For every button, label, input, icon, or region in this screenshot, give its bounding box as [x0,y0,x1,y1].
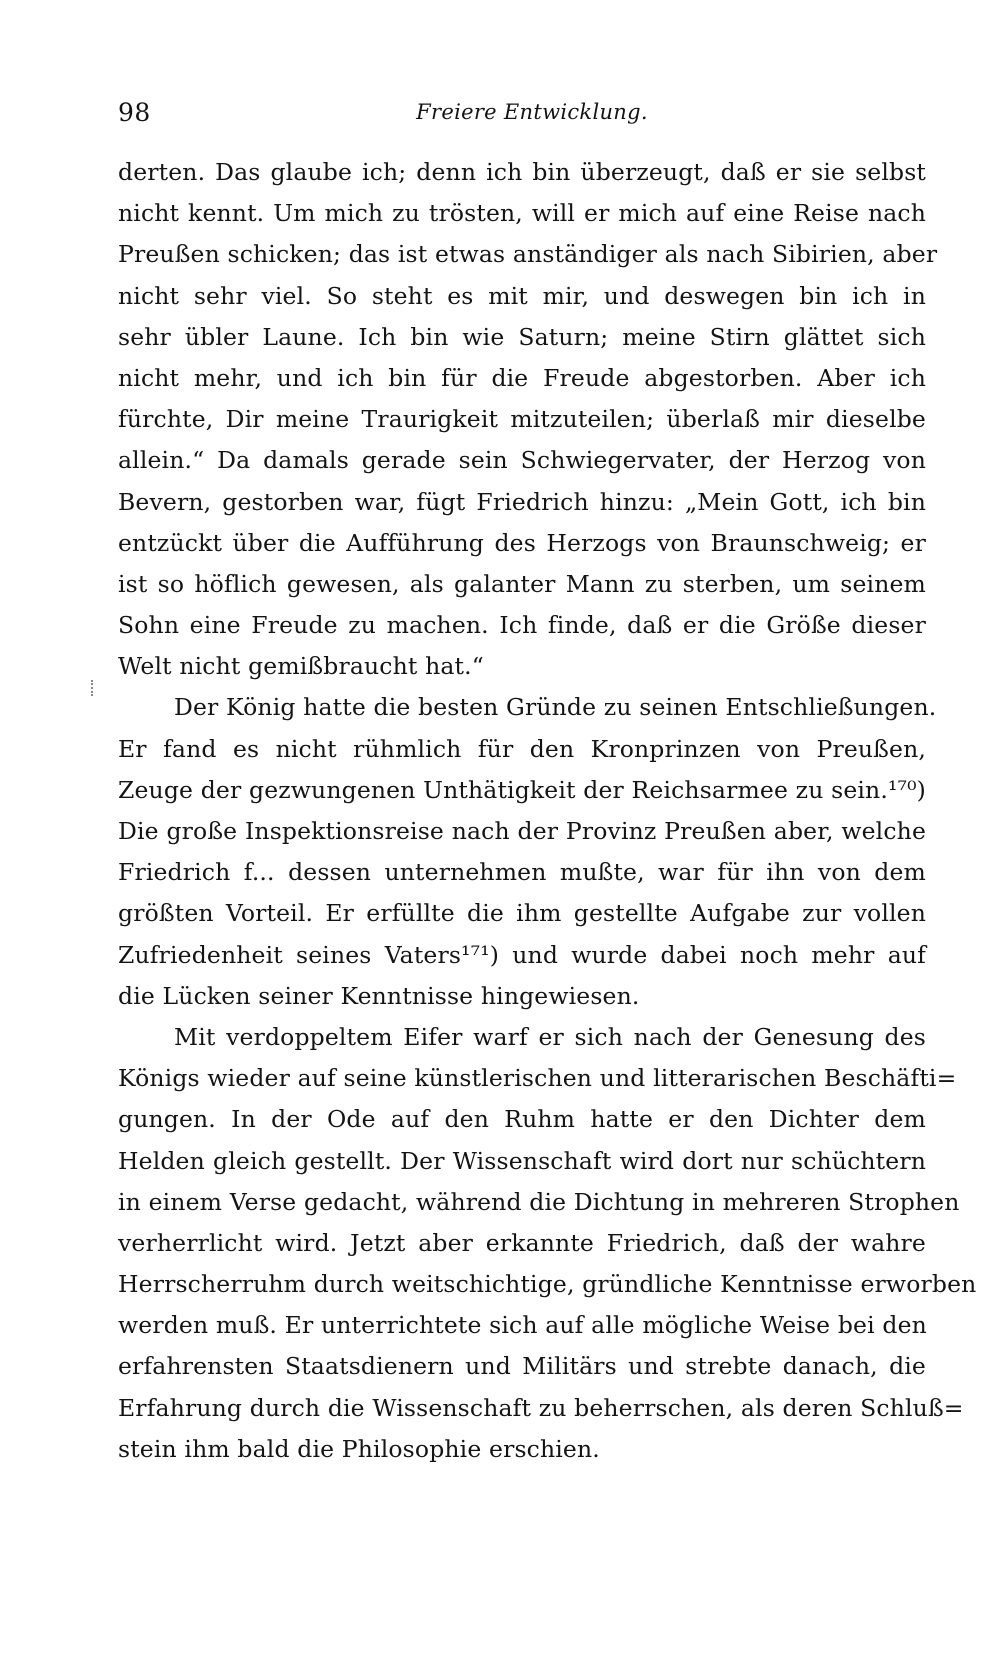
text-line: die Lücken seiner Kenntnisse hingewiesen. [118,981,640,1010]
text-line: gungen. In der Ode auf den Ruhm hatte er den Dichter dem [118,1105,926,1134]
text-line: in einem Verse gedacht, während die Dichtung in mehreren Strophen [118,1187,960,1216]
text-line: Mit verdoppeltem Eifer warf er sich nach der Genesung des [174,1022,926,1051]
text-line: Erfahrung durch die Wissenschaft zu beherrschen, als deren Schluß= [118,1393,964,1422]
text-line: Zeuge der gezwungenen Unthätigkeit der Reichsarmee zu sein.¹⁷⁰) [118,775,926,804]
text-line: Preußen schicken; das ist etwas anständiger als nach Sibirien, aber [118,240,938,269]
text-line: nicht sehr viel. So steht es mit mir, und deswegen bin ich in [118,281,926,310]
page-header [118,98,926,134]
text-line: nicht kennt. Um mich zu trösten, will er mich auf eine Reise nach [118,199,926,228]
text-line: derten. Das glaube ich; denn ich bin überzeugt, daß er sie selbst [118,158,926,186]
page-number: 98 [118,98,151,127]
text-line: Die große Inspektionsreise nach der Provinz Preußen aber, welche [118,817,926,845]
text-line: Helden gleich gestellt. Der Wissenschaft wird dort nur schüchtern [118,1146,926,1175]
text-line: werden muß. Er unterrichtete sich auf alle mögliche Weise bei den [118,1311,927,1340]
text-line: Bevern, gestorben war, fügt Friedrich hinzu: „Mein Gott, ich bin [118,487,926,516]
text-line: erfahrensten Staatsdienern und Militärs und strebte danach, die [118,1352,926,1381]
text-line: Königs wieder auf seine künstlerischen und litterarischen Beschäfti= [118,1064,957,1093]
text-line: fürchte, Dir meine Traurigkeit mitzuteilen; überlaß mir dieselbe [118,405,926,434]
text-line: Welt nicht gemißbraucht hat.“ [118,652,484,681]
text-line: verherrlicht wird. Jetzt aber erkannte Friedrich, daß der wahre [118,1228,926,1257]
text-line: nicht mehr, und ich bin für die Freude abgestorben. Aber ich [118,363,926,392]
running-head: Freiere Entwicklung. [416,100,648,124]
text-line: Zufriedenheit seines Vaters¹⁷¹) und wurde dabei noch mehr auf [118,940,926,969]
text-line: Der König hatte die besten Gründe zu seinen Entschließungen. [174,693,937,722]
text-line: größten Vorteil. Er erfüllte die ihm gestellte Aufgabe zur vollen [118,899,926,928]
margin-mark [91,680,96,696]
text-line: Friedrich f... dessen unternehmen mußte, war für ihn von dem [118,858,926,887]
text-line: allein.“ Da damals gerade sein Schwiegervater, der Herzog von [118,446,926,475]
text-line: sehr übler Laune. Ich bin wie Saturn; meine Stirn glättet sich [118,322,926,351]
text-line: Er fand es nicht rühmlich für den Kronprinzen von Preußen, [118,734,926,763]
body-text [118,152,977,1470]
text-line: Herrscherruhm durch weitschichtige, gründliche Kenntnisse erworben [118,1270,977,1299]
text-line: stein ihm bald die Philosophie erschien. [118,1434,600,1463]
text-line: ist so höflich gewesen, als galanter Mann zu sterben, um seinem [118,569,926,598]
text-line: Sohn eine Freude zu machen. Ich finde, daß er die Größe dieser [118,611,926,640]
text-line: entzückt über die Aufführung des Herzogs von Braunschweig; er [118,528,926,557]
